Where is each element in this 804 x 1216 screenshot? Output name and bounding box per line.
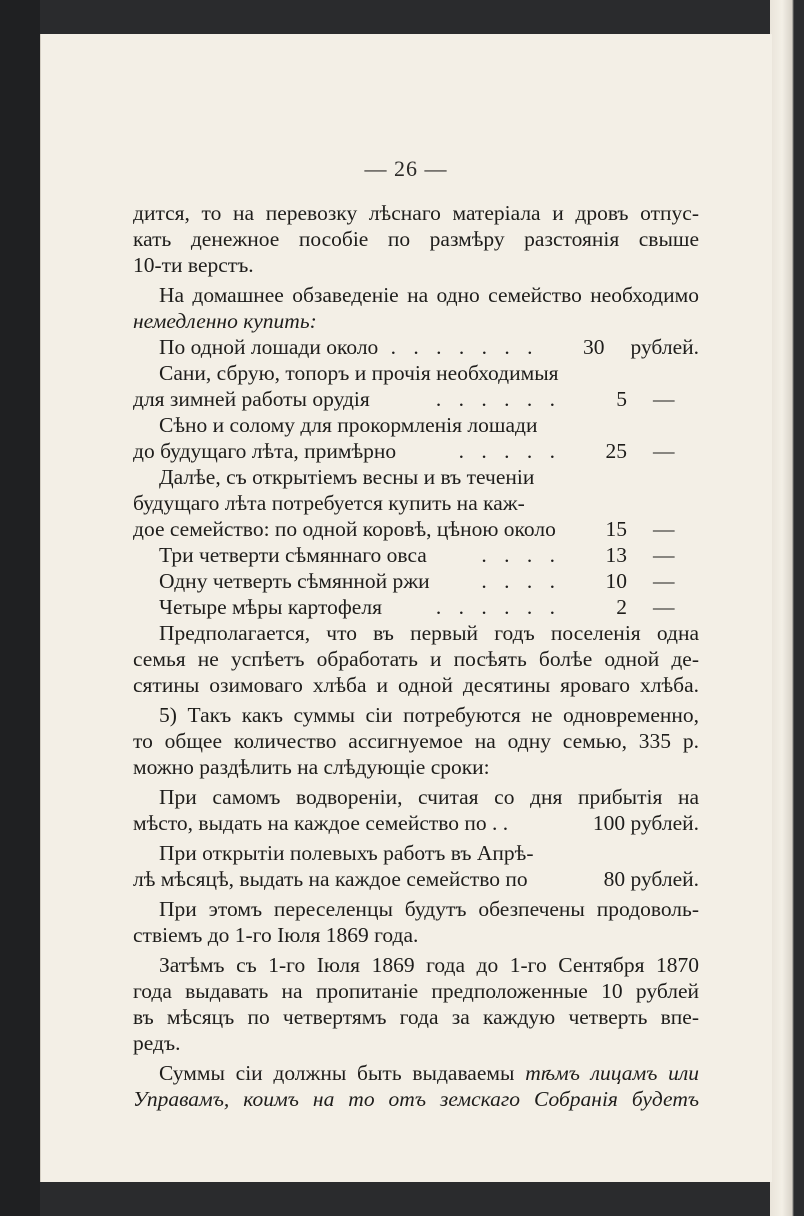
expense-row [133, 386, 699, 412]
payment-label: лѣ мѣсяцѣ, выдать на каждое семейство по [133, 867, 528, 891]
book-page [40, 34, 772, 1182]
expense-row [133, 542, 699, 568]
expense-label: будущаго лѣта потребуется купить на каж- [133, 491, 525, 515]
text-line: При этомъ переселенцы будутъ обезпечены продоволь- [159, 897, 699, 921]
expense-row [133, 464, 699, 490]
text-line: Затѣмъ съ 1-го Іюля 1869 года до 1-го Сентября 1870 [159, 953, 699, 977]
text-line: На домашнее обзаведеніе на одно семейство необходимо [159, 283, 699, 307]
italic-span: коимъ на то отъ земскаго Собранія будетъ [243, 1087, 699, 1111]
text-line: можно раздѣлить на слѣдующіе сроки: [133, 755, 490, 779]
expense-label: Одну четверть сѣмянной ржи [159, 569, 430, 593]
text-line: При самомъ водвореніи, считая со дня прибытія на [159, 785, 699, 809]
expense-row [133, 568, 699, 594]
expense-row [133, 360, 699, 386]
text-line [133, 1060, 699, 1086]
expense-amount: 2 [616, 595, 627, 619]
text-line: семья не успѣетъ обработать и посѣять болѣе одной де- [133, 647, 699, 671]
text-line: При открытіи полевыхъ работъ въ Апрѣ- [159, 841, 534, 865]
expense-label: дое семейство: по одной коровѣ, цѣною около [133, 517, 556, 541]
expense-row [133, 516, 699, 542]
text-line: 5) Такъ какъ суммы сіи потребуются не одновременно, [159, 703, 699, 727]
text-line: 10-ти верстъ. [133, 253, 254, 277]
expense-unit: — [653, 439, 675, 463]
payment-amount: 80 рублей. [603, 867, 699, 891]
text-line: то общее количество ассигнуемое на одну семью, 335 р. [133, 729, 699, 753]
leader-dots: . . . . . . [435, 595, 561, 619]
expense-unit: — [653, 387, 675, 411]
expense-label: для зимней работы орудія [133, 387, 370, 411]
text-line: года выдавать на пропитаніе предположенные 10 рублей [133, 979, 699, 1003]
expense-amount: 25 [605, 439, 627, 463]
payment-row [133, 810, 699, 836]
expense-unit: — [653, 569, 675, 593]
expense-amount: 5 [616, 387, 627, 411]
leader-dots: . . . . . . . [390, 335, 539, 359]
leader-dots [556, 516, 565, 542]
expense-amount: 10 [605, 569, 627, 593]
page-body [133, 200, 699, 1112]
expense-row [133, 438, 699, 464]
expense-label: Сѣно и солому для прокормленія лошади [159, 413, 538, 437]
text-line: Предполагается, что въ первый годъ поселенія одна [159, 621, 699, 645]
expense-label: По одной лошади около [159, 335, 379, 359]
italic-line [133, 1086, 699, 1112]
expense-label: Три четверти сѣмяннаго овса [159, 543, 427, 567]
expense-row [133, 490, 699, 516]
page-stack-edge [770, 0, 804, 1216]
scan-background [0, 0, 40, 1216]
text-line: ствіемъ до 1-го Іюля 1869 года. [133, 923, 419, 947]
leader-dots: . . . . . [458, 439, 561, 463]
italic-span: Управамъ, [133, 1087, 230, 1111]
expense-label: до будущаго лѣта, примѣрно [133, 439, 397, 463]
leader-dots: . . . . . . [435, 387, 561, 411]
leader-dots: . . . . [481, 543, 561, 567]
text-span: Суммы сіи должны быть выдаваемы [159, 1061, 515, 1085]
italic-span: тѣмъ лицамъ или [525, 1061, 700, 1085]
payment-label: мѣсто, выдать на каждое семейство по . . [133, 811, 509, 835]
expense-row [133, 594, 699, 620]
text-line: кать денежное пособіе по размѣру разстоянія свыше [133, 227, 699, 251]
text-line: дится, то на перевозку лѣснаго матеріала и дровъ отпус- [133, 201, 699, 225]
italic-line: немедленно купить: [133, 309, 317, 333]
expense-row [133, 334, 699, 360]
text-line: въ мѣсяцъ по четвертямъ года за каждую четверть впе- [133, 1005, 699, 1029]
payment-amount: 100 рублей. [592, 811, 699, 835]
expense-amount: 30 [583, 335, 605, 359]
expense-row [133, 412, 699, 438]
text-line: сятины озимоваго хлѣба и одной десятины яроваго хлѣба. [133, 673, 699, 697]
page-number-header: — 26 — [364, 156, 448, 181]
leader-dots: . . . . [481, 569, 561, 593]
text-line: редъ. [133, 1031, 181, 1055]
expense-unit: — [653, 517, 675, 541]
expense-unit: — [653, 595, 675, 619]
expense-unit: рублей. [630, 335, 699, 359]
expense-amount: 15 [605, 517, 627, 541]
expense-label: Четыре мѣры картофеля [159, 595, 382, 619]
expense-amount: 13 [605, 543, 627, 567]
expense-label: Далѣе, съ открытіемъ весны и въ теченіи [159, 465, 535, 489]
payment-row [133, 866, 699, 892]
expense-label: Сани, сбрую, топоръ и прочія необходимыя [159, 361, 559, 385]
expense-unit: — [653, 543, 675, 567]
